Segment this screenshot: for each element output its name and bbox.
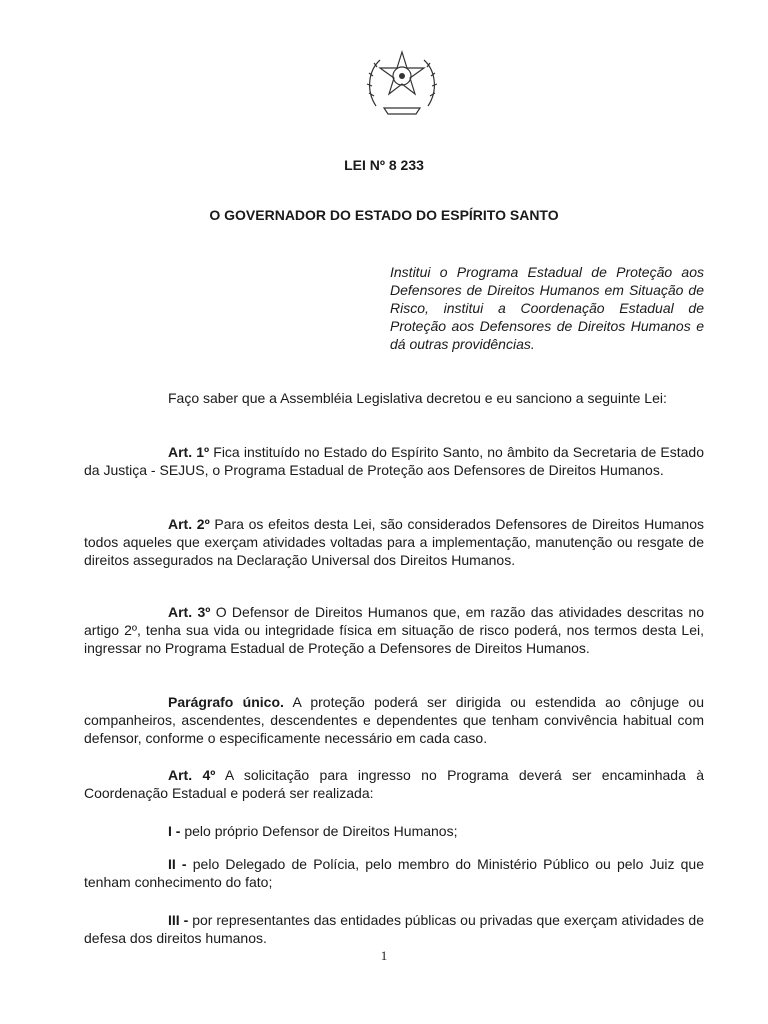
article-3 (84, 603, 704, 657)
law-title: LEI Nº 8 233 (344, 157, 424, 173)
article-text: A proteção poderá ser dirigida ou estendida ao cônjuge ou companheiros, ascendentes, descendentes e dependentes que tenham convivência habitual com defensor, conforme o especificamente necessário em cada caso. (84, 694, 705, 746)
article-label: Parágrafo único. (168, 694, 284, 710)
inciso-label: III - (168, 912, 189, 928)
inciso-text: por representantes das entidades públicas ou privadas que exerçam atividades de defesa dos direitos humanos. (84, 912, 704, 946)
article-text: O Defensor de Direitos Humanos que, em razão das atividades descritas no artigo 2º, tenha sua vida ou integridade física em situação de risco poderá, nos termos desta Lei, ingressar no Programa Estadual de Proteção a Defensores de Direitos Humanos. (84, 604, 704, 656)
article-4 (84, 766, 704, 802)
article-label: Art. 1º (168, 444, 210, 460)
coat-of-arms-seal (362, 46, 442, 120)
inciso-label: I - (168, 823, 181, 839)
article-label: Art. 4º (168, 767, 216, 783)
page-number: 1 (380, 948, 388, 963)
article-text: Para os efeitos desta Lei, são considerados Defensores de Direitos Humanos todos aqueles que exerçam atividades voltadas para a implementação, manutenção ou resgate de direitos assegurados na Declaração Universal dos Direitos Humanos. (84, 516, 704, 568)
inciso-2 (84, 855, 704, 891)
intro-paragraph: Faço saber que a Assembléia Legislativa decretou e eu sanciono a seguinte Lei: (168, 390, 667, 406)
inciso-text: pelo próprio Defensor de Direitos Humanos; (180, 823, 458, 839)
article-1 (84, 443, 704, 479)
article-label: Art. 2º (168, 516, 210, 532)
paragrafo-unico (84, 693, 704, 747)
inciso-label: II - (168, 856, 187, 872)
ementa-text: Institui o Programa Estadual de Proteção aos Defensores de Direitos Humanos em Situação de Risco, institui a Coordenação Estadual de Proteção aos Defensores de Direitos Humanos e dá outras providências. (390, 264, 704, 352)
inciso-1 (84, 822, 704, 840)
article-text: A solicitação para ingresso no Programa deverá ser encaminhada à Coordenação Estadual e poderá ser realizada: (84, 767, 704, 801)
governor-heading: O GOVERNADOR DO ESTADO DO ESPÍRITO SANTO (209, 207, 559, 223)
article-label: Art. 3º (168, 604, 211, 620)
inciso-text: pelo Delegado de Polícia, pelo membro do Ministério Público ou pelo Juiz que tenham conhecimento do fato; (84, 856, 704, 890)
inciso-3 (84, 911, 704, 947)
article-2 (84, 515, 704, 569)
article-text: Fica instituído no Estado do Espírito Santo, no âmbito da Secretaria de Estado da Justiça - SEJUS, o Programa Estadual de Proteção aos Defensores de Direitos Humanos. (84, 444, 704, 478)
